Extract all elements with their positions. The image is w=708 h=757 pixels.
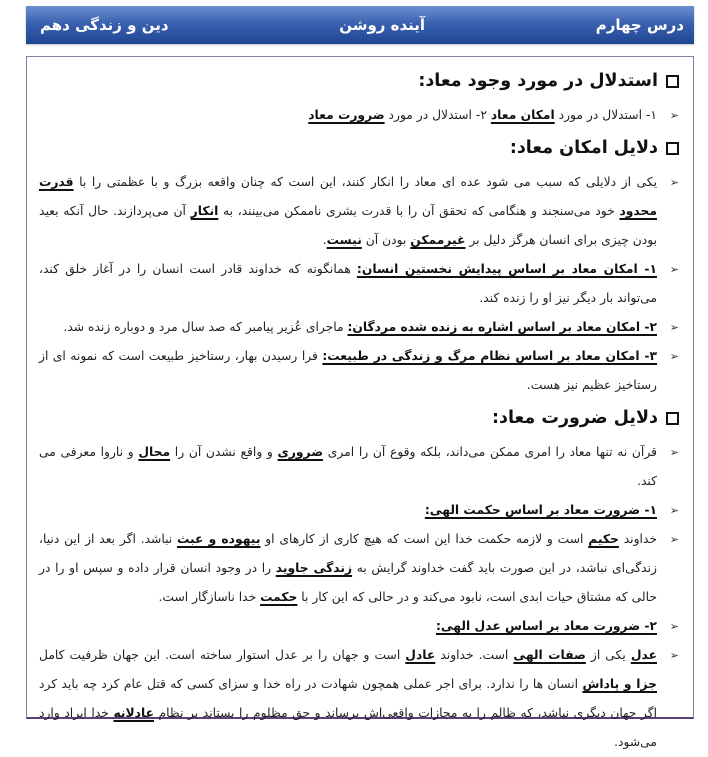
list-item	[39, 641, 679, 757]
list-item	[39, 255, 679, 313]
section-heading	[37, 404, 679, 432]
arrow-bullet-icon: ➢	[669, 620, 679, 633]
key-term: عادلانه	[113, 706, 154, 720]
text-run: است و لازمه حکمت خدا این است که هیچ کاری از کارهای او	[260, 532, 589, 546]
arrow-bullet-icon: ➢	[669, 533, 679, 546]
key-term: بیهوده و عبث	[177, 532, 261, 546]
section-heading-text: استدلال در مورد وجود معاد:	[418, 71, 658, 91]
text-run: و ناروا معرفی می کند.	[39, 445, 657, 488]
text-run: نباشد. اگر بعد از این دنیا، زندگی‌ای نباشد، در این صورت باید گفت خداوند گرایش به	[39, 532, 657, 575]
key-term: نیست	[326, 233, 362, 247]
text-run: ۲- استدلال در مورد	[384, 108, 491, 122]
arrow-bullet-icon: ➢	[669, 350, 679, 363]
list-item-text	[39, 101, 657, 130]
list-item-text	[39, 255, 657, 313]
arrow-bullet-icon: ➢	[669, 504, 679, 517]
text-run: فرا رسیدن بهار، رستاخیز طبیعت است که نمونه ای از رستاخیز عظیم نیز هست.	[39, 349, 657, 392]
text-run: را در وجود انسان قرار داده و سپس او را در حالی که مشتاق حیات ابدی است، نابود می‌کند و در حالی که این کار با	[39, 561, 657, 604]
arrow-bullet-icon: ➢	[669, 109, 679, 122]
text-run: است و جهان را بر عدل استوار ساخته است. این جهان ظرفیت کامل	[39, 648, 406, 662]
text-run: بودن آن	[361, 233, 411, 247]
section-heading	[37, 67, 679, 95]
section-heading-text: دلایل ضرورت معاد:	[492, 408, 658, 428]
arrow-bullet-icon: ➢	[669, 649, 679, 662]
list-item	[39, 438, 679, 496]
list-item	[39, 313, 679, 342]
key-term: ۲- امکان معاد بر اساس اشاره به زنده شده مردگان:	[347, 320, 657, 334]
key-term: عدل	[630, 648, 657, 662]
key-term: ضروری	[277, 445, 324, 459]
key-term: حکیم	[588, 532, 619, 546]
key-term: صفات الهی	[513, 648, 586, 662]
key-term: ۳- امکان معاد بر اساس نظام مرگ و زندگی در طبیعت:	[322, 349, 658, 363]
key-term: ۲- ضرورت معاد بر اساس عدل الهی:	[435, 619, 657, 633]
text-run: آن می‌پردازند. حال آنکه بعید بودن چیزی برای انسان هرگز دلیل بر	[39, 204, 657, 247]
text-run: یکی از دلایلی که سبب می شود عده ای معاد را انکار کنند، این است که چنان واقعه بزرگ و با عظمتی را با	[73, 175, 657, 189]
lesson-content-frame	[26, 56, 694, 749]
arrow-bullet-icon: ➢	[669, 263, 679, 276]
text-run: خدا ایراد وارد می‌شود.	[39, 706, 657, 749]
key-term: زندگی جاوید	[275, 561, 353, 575]
list-item-text	[39, 313, 657, 342]
square-bullet-icon	[666, 142, 679, 155]
text-run: و واقع نشدن آن را	[170, 445, 278, 459]
text-run: خداوند	[618, 532, 657, 546]
square-bullet-icon	[666, 412, 679, 425]
text-run: انسان ها را ندارد. برای اجر عملی همچون شهادت در راه خدا و سزای کسی که قتل عام کرد چه باید کرد اگر جهان دیگری نباشد، که ظالم را به مجازات واقعی‌اش برساند و حق مظلوم را بستاند بر نظام	[39, 677, 657, 720]
list-item	[39, 525, 679, 612]
key-term: ضرورت معاد	[308, 108, 385, 122]
list-item	[39, 342, 679, 400]
arrow-bullet-icon: ➢	[669, 176, 679, 189]
key-term: قدرت محدود	[39, 175, 657, 218]
text-run: خود می‌سنجند و هنگامی که تحقق آن را با قدرت بشری ناممکن می‌بینند، به	[218, 204, 620, 218]
key-term: انکار	[190, 204, 219, 218]
text-run: است. خداوند	[435, 648, 514, 662]
key-term: ۱- امکان معاد بر اساس پیدایش نخستین انسان:	[356, 262, 657, 276]
section-heading-text: دلایل امکان معاد:	[509, 138, 658, 158]
text-run: .	[322, 233, 327, 247]
lesson-title: آینده روشن	[339, 16, 426, 34]
key-term: ۱- ضرورت معاد بر اساس حکمت الهی:	[424, 503, 657, 517]
lesson-number: درس چهارم	[595, 16, 684, 34]
list-item	[39, 168, 679, 255]
list-item-text	[39, 342, 657, 400]
text-run: ماجرای عُزیر پیامبر که صد سال مرد و دوباره زنده شد.	[63, 320, 348, 334]
key-term: محال	[138, 445, 171, 459]
lesson-header-bar	[26, 6, 694, 44]
text-run: یکی از	[585, 648, 631, 662]
list-item-text	[39, 525, 657, 612]
course-name: دین و زندگی دهم	[40, 16, 169, 34]
list-item-text	[39, 168, 657, 255]
list-item-text	[39, 438, 657, 496]
list-item-text	[39, 496, 657, 525]
text-run: همانگونه که خداوند قادر است انسان را در آغاز خلق کند، می‌تواند بار دیگر نیز او را زنده کند.	[39, 262, 657, 305]
key-term: حکمت	[260, 590, 298, 604]
arrow-bullet-icon: ➢	[669, 321, 679, 334]
square-bullet-icon	[666, 75, 679, 88]
list-item	[39, 101, 679, 130]
text-run: خدا ناسازگار است.	[158, 590, 261, 604]
key-term: امکان معاد	[490, 108, 555, 122]
list-item	[39, 612, 679, 641]
text-run: ۱- استدلال در مورد	[554, 108, 657, 122]
text-run: قرآن نه تنها معاد را امری ممکن می‌داند، بلکه وقوع آن را امری	[323, 445, 657, 459]
list-item	[39, 496, 679, 525]
list-item-text	[39, 612, 657, 641]
key-term: عادل	[405, 648, 436, 662]
key-term: غیرممکن	[410, 233, 466, 247]
arrow-bullet-icon: ➢	[669, 446, 679, 459]
key-term: جزا و پاداش	[582, 677, 657, 691]
section-heading	[37, 134, 679, 162]
list-item-text	[39, 641, 657, 757]
